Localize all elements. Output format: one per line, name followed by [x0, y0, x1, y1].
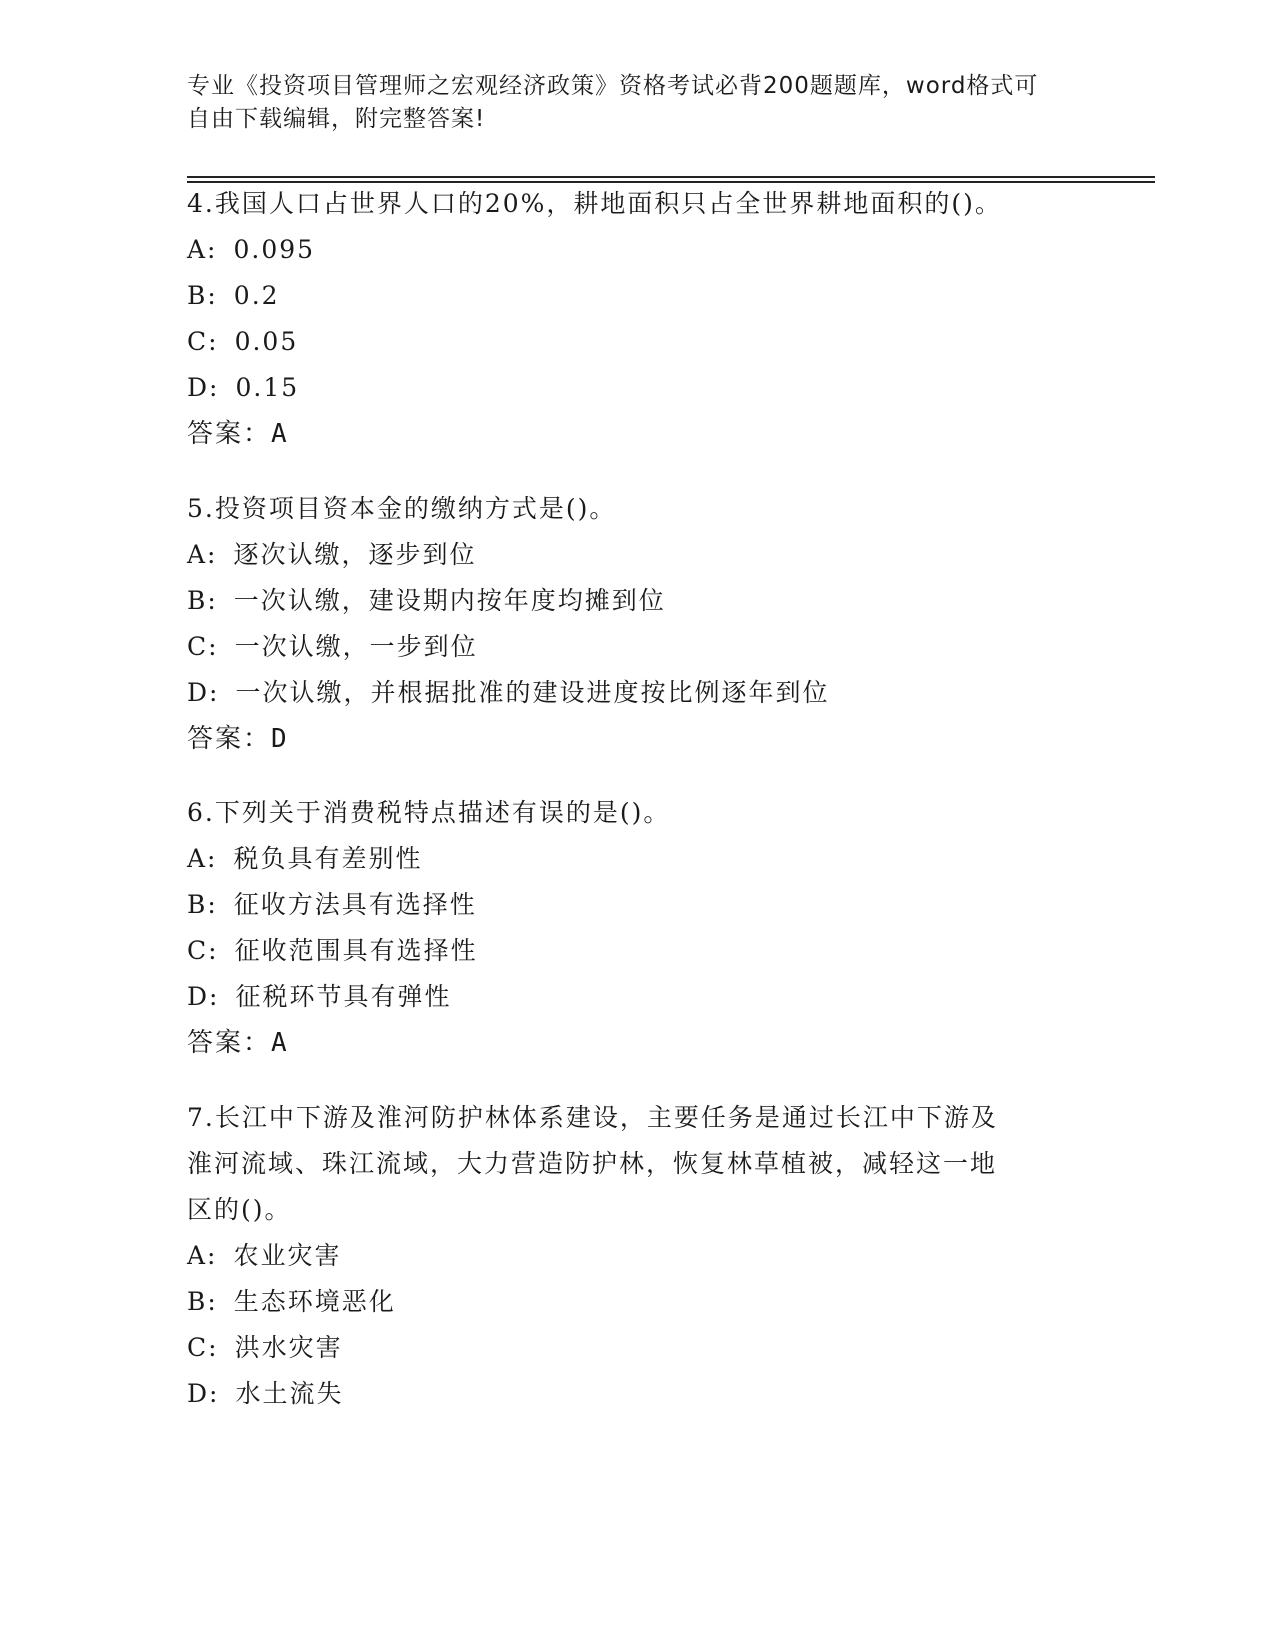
answer-label: 答案：: [187, 1028, 272, 1058]
option-text: 农业灾害: [233, 1241, 342, 1270]
document-header: [187, 70, 1067, 136]
question-stem-line-1: 7.长江中下游及淮河防护林体系建设，主要任务是通过长江中下游及: [187, 1103, 998, 1132]
option-key: D:: [187, 373, 220, 402]
option-b: [187, 1279, 1087, 1325]
option-text: 0.05: [234, 327, 299, 356]
option-text: 一次认缴，建设期内按年度均摊到位: [233, 586, 666, 615]
option-text: 水土流失: [235, 1379, 344, 1408]
answer-label: 答案：: [187, 724, 272, 754]
option-text: 0.095: [233, 235, 316, 264]
answer-line: [187, 411, 1087, 457]
option-key: C:: [187, 1333, 219, 1362]
option-text: 洪水灾害: [234, 1333, 343, 1362]
option-key: A:: [187, 844, 218, 873]
option-text: 一次认缴，一步到位: [234, 632, 478, 661]
option-key: A:: [187, 235, 218, 264]
option-c: [187, 319, 1087, 365]
option-text: 生态环境恶化: [233, 1287, 396, 1316]
option-a: [187, 836, 1087, 882]
option-a: [187, 1233, 1087, 1279]
answer-line: [187, 716, 1087, 762]
option-d: [187, 1371, 1087, 1417]
option-key: D:: [187, 1379, 220, 1408]
header-line-2: 自由下载编辑，附完整答案!: [187, 106, 486, 132]
option-key: B:: [187, 1287, 218, 1316]
question-stem: 6.下列关于消费税特点描述有误的是()。: [187, 798, 671, 827]
option-text: 逐次认缴，逐步到位: [233, 540, 477, 569]
question-stem-line-3: 区的()。: [187, 1195, 292, 1224]
option-key: A:: [187, 1241, 218, 1270]
answer-value: D: [271, 724, 289, 754]
option-text: 0.15: [235, 373, 300, 402]
option-b: [187, 882, 1087, 928]
option-c: [187, 1325, 1087, 1371]
header-divider-top: [187, 176, 1155, 178]
question-6: [187, 790, 1087, 1066]
answer-label: 答案：: [187, 419, 272, 449]
option-key: C:: [187, 936, 219, 965]
answer-value: A: [271, 1028, 289, 1058]
option-text: 0.2: [233, 281, 280, 310]
option-key: B:: [187, 586, 218, 615]
question-stem-line-2: 淮河流域、珠江流域，大力营造防护林，恢复林草植被，减轻这一地: [187, 1149, 998, 1178]
question-5: [187, 486, 1087, 762]
option-d: [187, 365, 1087, 411]
question-4: [187, 181, 1087, 457]
option-key: A:: [187, 540, 218, 569]
option-text: 一次认缴，并根据批准的建设进度按比例逐年到位: [235, 678, 830, 707]
header-line-1: 专业《投资项目管理师之宏观经济政策》资格考试必背200题题库，word格式可: [187, 73, 1039, 99]
question-7: [187, 1095, 1087, 1417]
option-text: 征收范围具有选择性: [234, 936, 478, 965]
option-key: B:: [187, 890, 218, 919]
option-c: [187, 624, 1087, 670]
option-text: 税负具有差别性: [233, 844, 423, 873]
option-c: [187, 928, 1087, 974]
option-key: C:: [187, 327, 219, 356]
question-stem: 5.投资项目资本金的缴纳方式是()。: [187, 494, 617, 523]
option-key: C:: [187, 632, 219, 661]
option-d: [187, 974, 1087, 1020]
option-a: [187, 532, 1087, 578]
option-a: [187, 227, 1087, 273]
answer-line: [187, 1020, 1087, 1066]
option-b: [187, 273, 1087, 319]
option-text: 征收方法具有选择性: [233, 890, 477, 919]
option-key: D:: [187, 982, 220, 1011]
answer-value: A: [271, 419, 289, 449]
option-text: 征税环节具有弹性: [235, 982, 452, 1011]
option-b: [187, 578, 1087, 624]
question-stem: 4.我国人口占世界人口的20%，耕地面积只占全世界耕地面积的()。: [187, 189, 1002, 218]
option-key: B:: [187, 281, 218, 310]
option-d: [187, 670, 1087, 716]
option-key: D:: [187, 678, 220, 707]
